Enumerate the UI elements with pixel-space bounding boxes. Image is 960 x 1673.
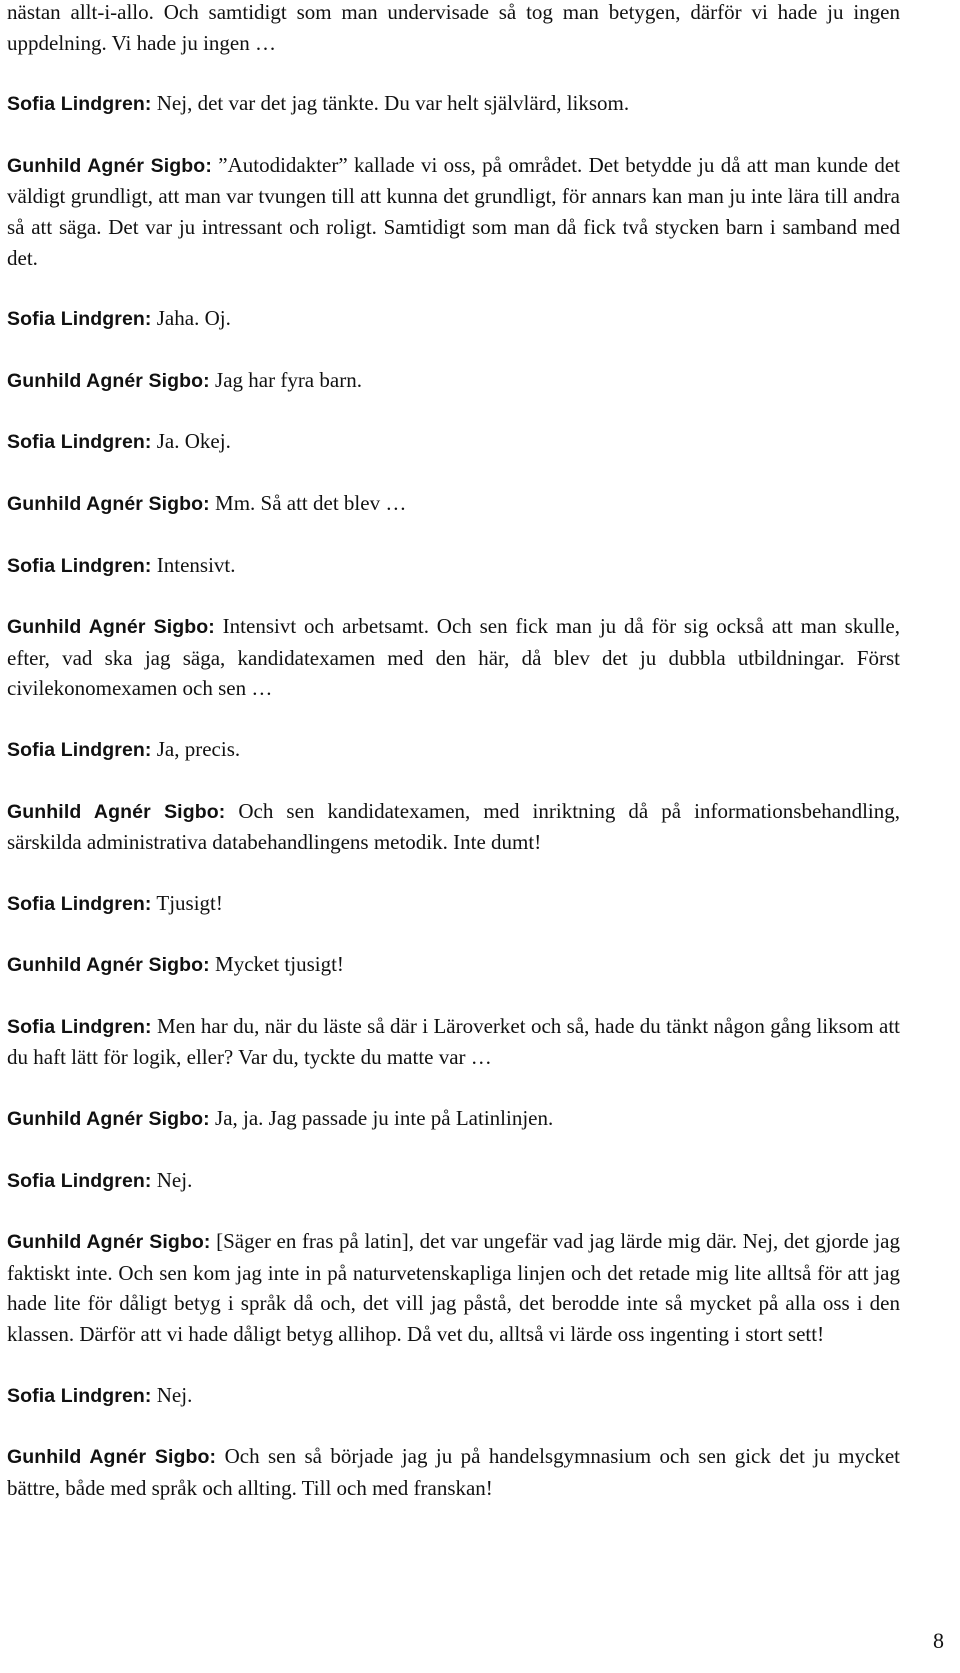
speaker-name: Gunhild Agnér Sigbo:	[7, 616, 215, 639]
speaker-name: Gunhild Agnér Sigbo:	[7, 1446, 217, 1469]
speaker-name: Sofia Lindgren:	[7, 1015, 152, 1038]
utterance-text: nästan allt-i-allo. Och samtidigt som man undervisade så tog man betygen, därför vi hade ju ingen uppdelning. Vi hade ju ingen …	[7, 0, 900, 55]
utterance-text: Jaha. Oj.	[151, 306, 231, 331]
utterance-text: Intensivt och arbetsamt. Och sen fick man ju då för sig också att man skulle, efter, vad ska jag säga, kandidatexamen med den här, då blev det ju dubbla utbildningar. Först civilekonomexamen och sen …	[7, 614, 900, 701]
transcript-paragraph	[7, 611, 900, 704]
utterance-text: [Säger en fras på latin], det var ungefär vad jag lärde mig där. Nej, det gjorde jag faktiskt inte. Och sen kom jag inte in på naturvetenskapliga linjen och det retade mig lite alltså för att jag hade lite för dåligt betyg i språk då och, det vill jag påstå, det berodde inte så mycket på alla oss i den klassen. Därför att vi hade dåligt betyg allihop. Då vet du, alltså vi lärde oss ingenting i stort sett!	[7, 1229, 900, 1347]
transcript-paragraph	[7, 365, 900, 397]
transcript-paragraph	[7, 1165, 900, 1197]
speaker-name: Sofia Lindgren:	[7, 308, 152, 331]
utterance-text: Men har du, när du läste så där i Läroverket och så, hade du tänkt någon gång liksom att du haft lätt för logik, eller? Var du, tyckte du matte var …	[7, 1013, 901, 1070]
speaker-name: Gunhild Agnér Sigbo:	[7, 1231, 211, 1254]
page-number: 8	[933, 1628, 944, 1653]
transcript-paragraph	[7, 888, 900, 920]
speaker-name: Sofia Lindgren:	[7, 431, 152, 454]
speaker-name: Sofia Lindgren:	[7, 738, 152, 761]
utterance-text: Intensivt.	[151, 552, 236, 577]
speaker-name: Sofia Lindgren:	[7, 1384, 152, 1407]
transcript-paragraph	[7, 1011, 900, 1073]
speaker-name: Gunhild Agnér Sigbo:	[7, 800, 226, 823]
transcript-paragraph	[7, 796, 900, 858]
utterance-text: Ja, ja. Jag passade ju inte på Latinlinjen.	[209, 1106, 554, 1131]
transcript-paragraph	[7, 1380, 900, 1412]
utterance-text: Och sen kandidatexamen, med inriktning då på informationsbehandling, särskilda administrativa databehandlingens metodik. Inte dumt!	[7, 798, 900, 855]
speaker-name: Sofia Lindgren:	[7, 892, 152, 915]
utterance-text: Mycket tjusigt!	[209, 952, 344, 977]
transcript-paragraph	[7, 550, 900, 582]
utterance-text: Mm. Så att det blev …	[209, 490, 407, 515]
speaker-name: Gunhild Agnér Sigbo:	[7, 492, 210, 515]
transcript-paragraph	[7, 1441, 900, 1503]
utterance-text: ”Autodidakter” kallade vi oss, på området. Det betydde ju då att man kunde det väldigt grundligt, att man var tvungen till att kunna det grundligt, för annars kan man ju inte lära till andra så att säga. Det var ju intressant och roligt. Samtidigt som man då fick två stycken barn i samband med det.	[7, 152, 900, 270]
utterance-text: Och sen så började jag ju på handelsgymnasium och sen gick det ju mycket bättre, både med språk och allting. Till och med franskan!	[7, 1444, 900, 1500]
transcript-paragraph	[7, 303, 900, 335]
speaker-name: Sofia Lindgren:	[7, 554, 152, 577]
transcript-page	[7, 0, 900, 1533]
speaker-name: Gunhild Agnér Sigbo:	[7, 1108, 210, 1131]
transcript-paragraph	[7, 150, 900, 273]
transcript-paragraph	[7, 1103, 900, 1135]
transcript-paragraph	[7, 949, 900, 981]
transcript-paragraph	[7, 0, 900, 58]
speaker-name: Gunhild Agnér Sigbo:	[7, 369, 210, 392]
transcript-paragraph	[7, 1226, 900, 1349]
transcript-paragraph	[7, 488, 900, 520]
speaker-name: Sofia Lindgren:	[7, 93, 152, 116]
speaker-name: Sofia Lindgren:	[7, 1169, 152, 1192]
utterance-text: Nej.	[151, 1382, 193, 1407]
speaker-name: Gunhild Agnér Sigbo:	[7, 154, 212, 177]
transcript-paragraph	[7, 734, 900, 766]
transcript-paragraph	[7, 426, 900, 458]
utterance-text: Ja. Okej.	[151, 429, 231, 454]
utterance-text: Tjusigt!	[151, 890, 223, 915]
utterance-text: Nej, det var det jag tänkte. Du var helt självlärd, liksom.	[151, 91, 630, 116]
transcript-paragraph	[7, 88, 900, 120]
speaker-name: Gunhild Agnér Sigbo:	[7, 954, 210, 977]
utterance-text: Nej.	[151, 1167, 193, 1192]
utterance-text: Jag har fyra barn.	[209, 367, 362, 392]
utterance-text: Ja, precis.	[151, 736, 241, 761]
